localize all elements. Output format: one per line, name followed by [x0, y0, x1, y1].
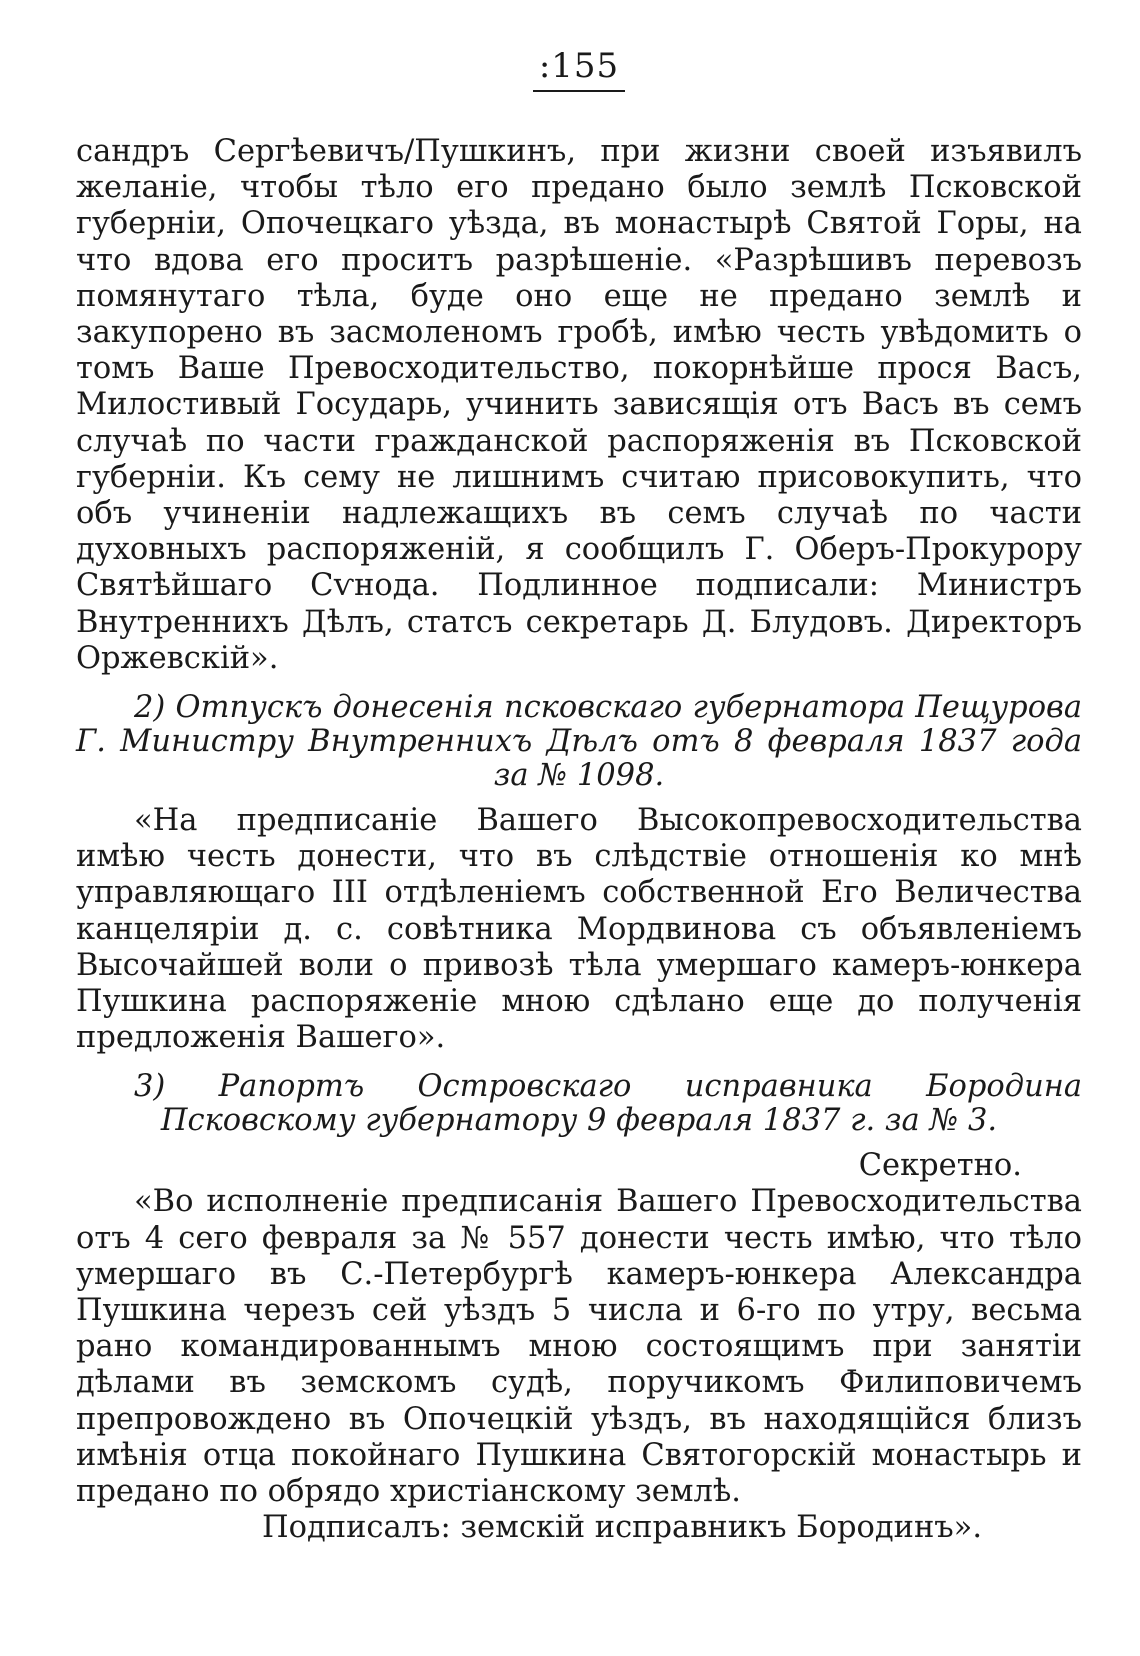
paragraph-report-2: «На предписаніе Вашего Высокопревосходительства имѣю честь донести, что въ слѣдствіе отношенія ко мнѣ управляющаго III отдѣленіемъ собственной Его Величества канцеляріи д. с. совѣтника Мордвинова съ объявленіемъ Высочайшей воли о привозѣ тѣла умершаго камеръ-юнкера Пушкина распоряженіе мною сдѣлано еще до полученія предложенія Вашего». [76, 803, 1082, 1056]
page-number [76, 44, 1082, 88]
book-page [76, 44, 1082, 1624]
signature-line: Подписалъ: земскій исправникъ Бородинъ». [262, 1510, 983, 1546]
secret-mark: Секретно. [858, 1148, 1022, 1184]
paragraph-report-3: «Во исполненіе предписанія Вашего Превосходительства отъ 4 сего февраля за № 557 донести честь имѣю, что тѣло умершаго въ С.-Петербургѣ камеръ-юнкера Александра Пушкина черезъ сей уѣздъ 5 числа и 6-го по утру, весьма рано командированнымъ мною состоящимъ при занятіи дѣлами въ земскомъ судѣ, поручикомъ Филиповичемъ препровождено въ Опочецкій уѣздъ, въ находящійся близъ имѣнія отца покойнаго Пушкина Святогорскій монастырь и предано по обрядо христіанскому землѣ. [76, 1184, 1082, 1510]
paragraph-continuation: сандръ Сергѣевичъ/Пушкинъ, при жизни своей изъявилъ желаніе, чтобы тѣло его предано было землѣ Псковской губерніи, Опочецкаго уѣзда, въ монастырѣ Святой Горы, на что вдова его проситъ разрѣшеніе. «Разрѣшивъ перевозъ помянутаго тѣла, буде оно еще не предано землѣ и закупорено въ засмоленомъ гробѣ, имѣю честь увѣдомить о томъ Ваше Превосходительство, покорнѣйше прося Васъ, Милостивый Государь, учинить зависящія отъ Васъ въ семъ случаѣ по части гражданской распоряженія въ Псковской губерніи. Къ сему не лишнимъ считаю присовокупить, что объ учиненіи надлежащихъ въ семъ случаѣ по части духовныхъ распоряженій, я сообщилъ Г. Оберъ-Прокурору Святѣйшаго Сѵнода. Подлинное подписали: Министръ Внутреннихъ Дѣлъ, статсъ секретарь Д. Блудовъ. Директоръ Оржевскій». [76, 134, 1082, 676]
page-number-text: :155 [533, 44, 625, 92]
document-heading-3: 3) Рапортъ Островскаго исправника Бородина Псковскому губернатору 9 февраля 1837 г. за № 3. [134, 1069, 1082, 1139]
document-heading-2: 2) Отпускъ донесенія псковскаго губернатора Пещурова Г. Министру Внутреннихъ Дѣлъ отъ 8 февраля 1837 года за № 1098. [76, 690, 1082, 794]
